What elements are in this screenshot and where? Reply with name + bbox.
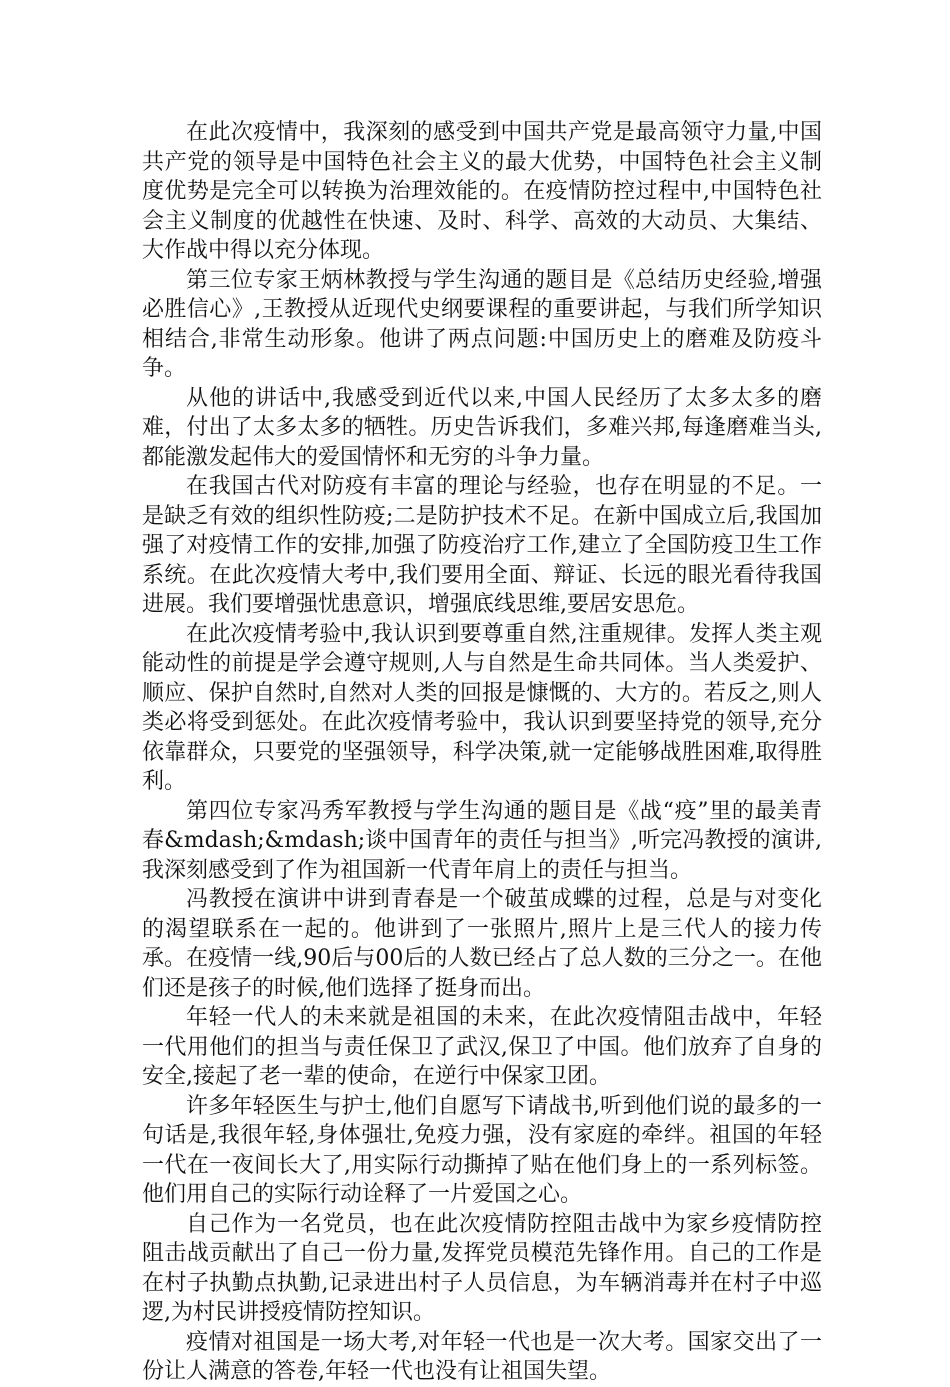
- paragraph: 疫情对祖国是一场大考,对年轻一代也是一次大考。国家交出了一份让人满意的答卷,年轻一代也没有让祖国失望。: [142, 1329, 822, 1384]
- paragraph: 从他的讲话中,我感受到近代以来,中国人民经历了太多太多的磨难，付出了太多太多的牺牲。历史告诉我们，多难兴邦,每逢磨难当头,都能激发起伟大的爱国情怀和无穷的斗争力量。: [142, 385, 822, 470]
- paragraph: 年轻一代人的未来就是祖国的未来，在此次疫情阻击战中，年轻一代用他们的担当与责任保卫了武汉,保卫了中国。他们放弃了自身的安全,接起了老一辈的使命，在逆行中保家卫团。: [142, 1005, 822, 1089]
- paragraph: 自己作为一名党员，也在此次疫情防控阻击战中为家乡疫情防控阻击战贡献出了自己一份力量,发挥党员模范先锋作用。自己的工作是在村子执勤点执勤,记录进出村子人员信息，为车辆消毒并在村子中巡逻,为村民讲授疫情防控知识。: [142, 1211, 822, 1325]
- document-body: [142, 118, 822, 1387]
- paragraph: 在此次疫情考验中,我认识到要尊重自然,注重规律。发挥人类主观能动性的前提是学会遵守规则,人与自然是生命共同体。当人类爱护、顺应、保护自然时,自然对人类的回报是慷慨的、大方的。若反之,则人类必将受到惩处。在此次疫情考验中，我认识到要坚持党的领导,充分依靠群众，只要党的坚强领导，科学决策,就一定能够战胜困难,取得胜利。: [142, 621, 822, 794]
- paragraph: 许多年轻医生与护士,他们自愿写下请战书,听到他们说的最多的一句话是,我很年轻,身体强壮,免疫力强，没有家庭的牵绊。祖国的年轻一代在一夜间长大了,用实际行动撕掉了贴在他们身上的一系列标签。他们用自己的实际行动诠释了一片爱国之心。: [142, 1093, 822, 1207]
- paragraph: 第四位专家冯秀军教授与学生沟通的题目是《战“疫”里的最美青春&mdash;&mdash;谈中国青年的责任与担当》,听完冯教授的演讲,我深刻感受到了作为祖国新一代青年肩上的责任与担当。: [142, 798, 822, 883]
- paragraph: 冯教授在演讲中讲到青春是一个破茧成蝶的过程，总是与对变化的渴望联系在一起的。他讲到了一张照片,照片上是三代人的接力传承。在疫情一线,90后与00后的人数已经占了总人数的三分之一。在他们还是孩子的时候,他们选择了挺身而出。: [142, 887, 822, 1001]
- paragraph: 在我国古代对防疫有丰富的理论与经验，也存在明显的不足。一是缺乏有效的组织性防疫;二是防护技术不足。在新中国成立后,我国加强了对疫情工作的安排,加强了防疫治疗工作,建立了全国防疫卫生工作系统。在此次疫情大考中,我们要用全面、辩证、长远的眼光看待我国进展。我们要增强忧患意识，增强底线思维,要居安思危。: [142, 474, 822, 617]
- paragraph: 在此次疫情中，我深刻的感受到中国共产党是最高领守力量,中国共产党的领导是中国特色社会主义的最大优势，中国特色社会主义制度优势是完全可以转换为治理效能的。在疫情防控过程中,中国特色社会主义制度的优越性在快速、及时、科学、高效的大动员、大集结、大作战中得以充分体现。: [142, 120, 822, 263]
- paragraph: 第三位专家王炳林教授与学生沟通的题目是《总结历史经验,增强必胜信心》,王教授从近现代史纲要课程的重要讲起，与我们所学知识相结合,非常生动形象。他讲了两点问题:中国历史上的磨难及防疫斗争。: [142, 267, 822, 381]
